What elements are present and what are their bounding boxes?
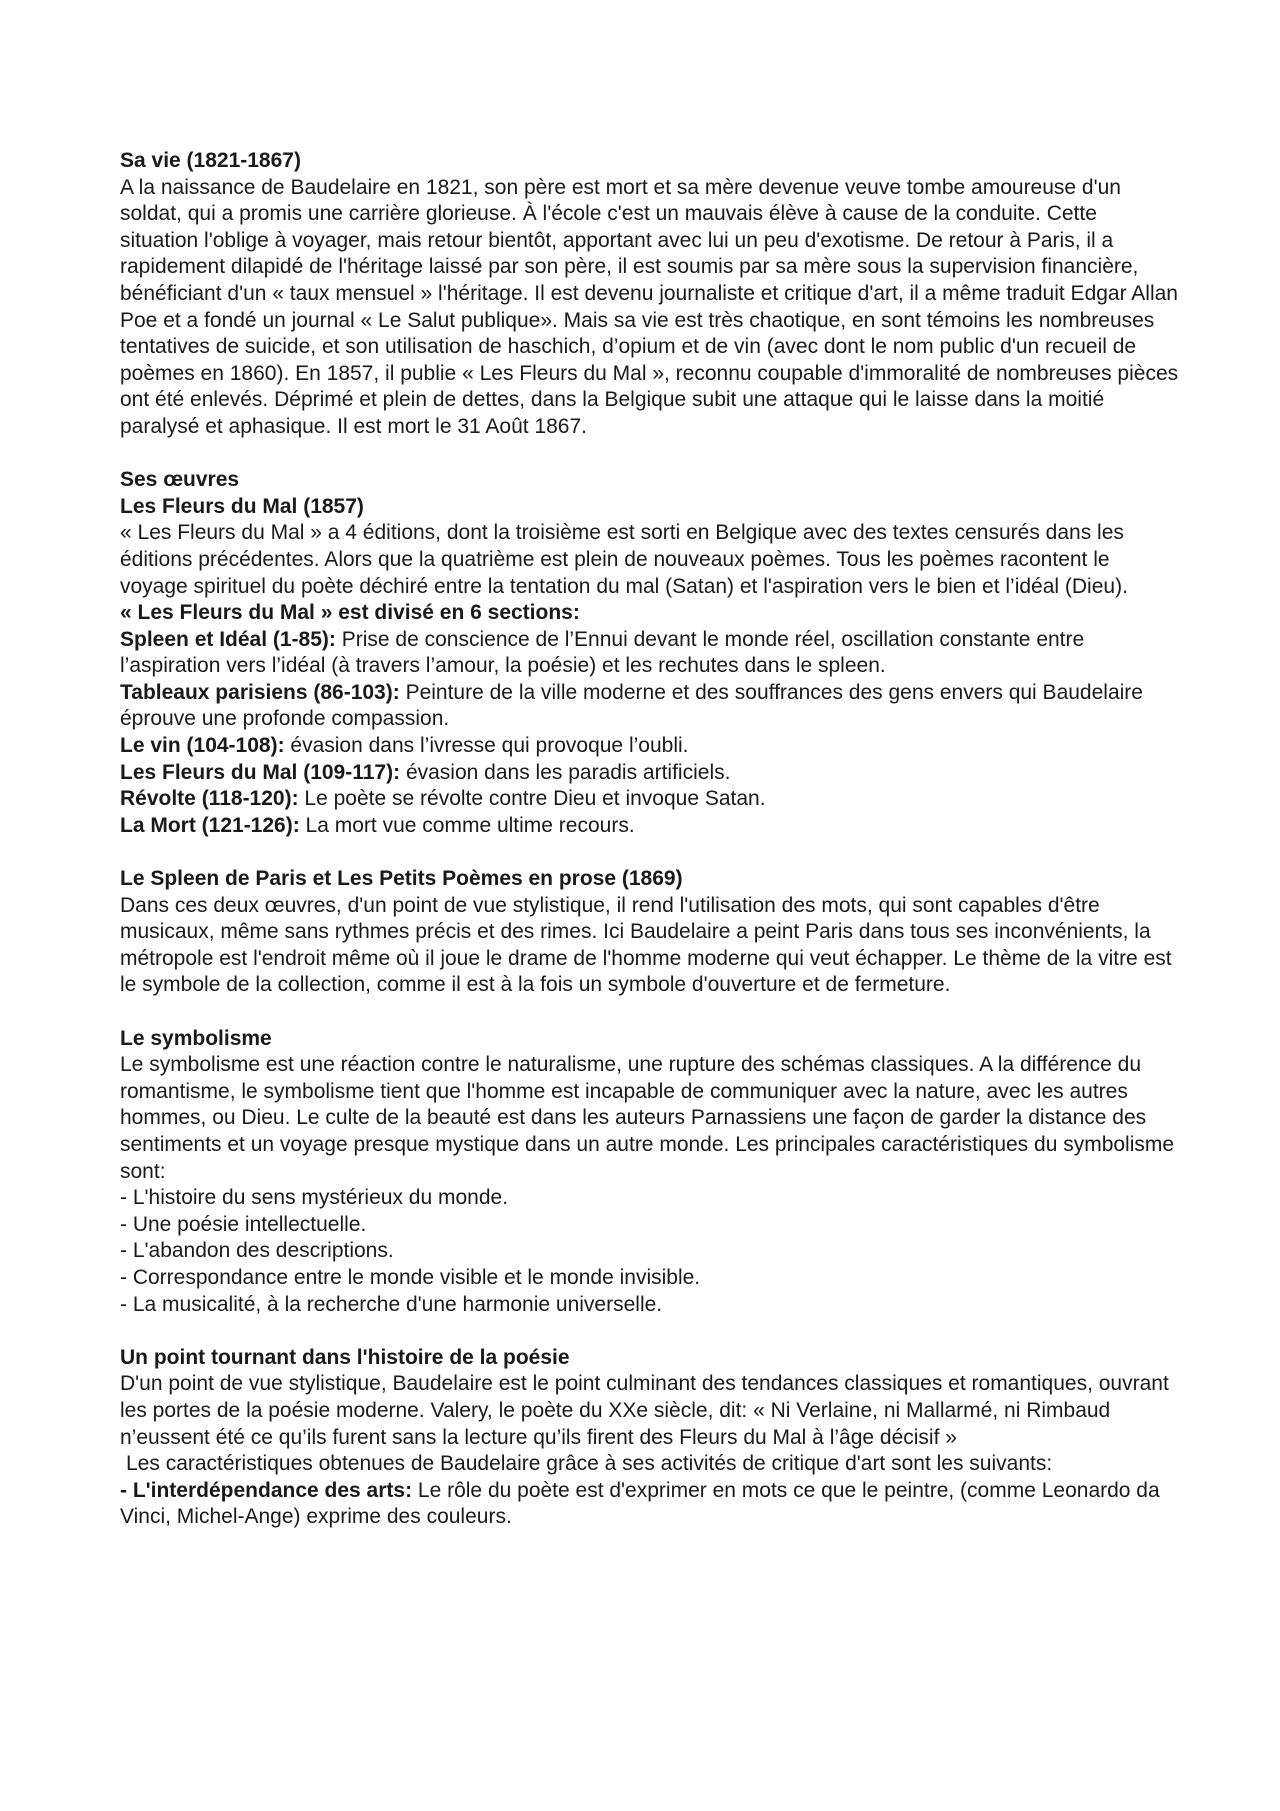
item-text: évasion dans l’ivresse qui provoque l’oubli. — [284, 734, 689, 758]
item-label: Révolte (118-120): — [120, 787, 299, 811]
paragraph-caracteristiques: Les caractéristiques obtenues de Baudelaire grâce à ses activités de critique d'art sont les suivants: — [126, 1452, 1053, 1476]
section-heading-oeuvres: Ses œuvres — [120, 468, 240, 492]
item-label: Tableaux parisiens (86-103): — [120, 680, 400, 704]
item-label: La Mort (121-126): — [120, 813, 300, 837]
list-item — [120, 760, 1180, 787]
item-label: Le vin (104-108): — [120, 734, 285, 758]
list-item: - L'histoire du sens mystérieux du monde. — [120, 1186, 509, 1210]
spacer — [120, 839, 1180, 866]
section-heading-vie: Sa vie (1821-1867) — [120, 149, 301, 172]
spacer — [120, 999, 1180, 1026]
paragraph-fleurs-du-mal: « Les Fleurs du Mal » a 4 éditions, dont la troisième est sorti en Belgique avec des textes censurés dans les éditions précédentes. Alors que la quatrième est plein de nouveaux poèmes. Tous les poèmes racontent le voyage spirituel du poète déchiré entre la tentation du mal (Satan) et l'aspiration vers le bien et l’idéal (Dieu). — [120, 521, 1128, 598]
paragraph-vie: A la naissance de Baudelaire en 1821, son père est mort et sa mère devenue veuve tombe amoureuse d'un soldat, qui a promis une carrière glorieuse. À l'école c'est un mauvais élève à cause de la conduite. Cette situation l'oblige à voyager, mais retour bientôt, apportant avec lui un peu d'exotisme. De retour à Paris, il a rapidement dilapidé de l'héritage laissé par son père, il est soumis par sa mère sous la supervision financière, bénéficiant d'un « taux mensuel » l'héritage. Il est devenu journaliste et critique d'art, il a même traduit Edgar Allan Poe et a fondé un journal « Le Salut publique». Mais sa vie est très chaotique, en sont témoins les nombreuses tentatives de suicide, et son utilisation de haschich, d’opium et de vin (avec dont le nom public d'un recueil de poèmes en 1860). En 1857, il publie « Les Fleurs du Mal », reconnu coupable d'immoralité de nombreuses pièces ont été enlevés. Déprimé et plein de dettes, dans la Belgique subit une attaque qui le laisse dans la moitié paralysé et aphasique. Il est mort le 31 Août 1867. — [120, 175, 1179, 438]
list-item — [120, 680, 1180, 733]
item-text: évasion dans les paradis artificiels. — [400, 760, 731, 784]
item-text: La mort vue comme ultime recours. — [299, 813, 635, 837]
item-text: Prise de conscience de l’Ennui devant le monde réel, oscillation constante entre l’aspiration vers l’idéal (à travers l’amour, la poésie) et les rechutes dans le spleen. — [120, 627, 1085, 678]
spacer — [120, 1318, 1180, 1345]
list-item: - Une poésie intellectuelle. — [120, 1212, 367, 1236]
section-heading-spleen: Le Spleen de Paris et Les Petits Poèmes en prose (1869) — [120, 867, 683, 891]
paragraph-symbolisme: Le symbolisme est une réaction contre le naturalisme, une rupture des schémas classiques. A la différence du romantisme, le symbolisme tient que l'homme est incapable de communiquer avec la nature, avec les autres hommes, ou Dieu. Le culte de la beauté est dans les auteurs Parnassiens une façon de garder la distance des sentiments et un voyage presque mystique dans un autre monde. Les principales caractéristiques du symbolisme sont: — [120, 1053, 1175, 1183]
paragraph-tournant: D'un point de vue stylistique, Baudelaire est le point culminant des tendances classiques et romantiques, ouvrant les portes de la poésie moderne. Valery, le poète du XXe siècle, dit: « Ni Verlaine, ni Mallarmé, ni Rimbaud n’eussent été ce qu’ils furent sans la lecture qu’ils firent des Fleurs du Mal à l’âge décisif » — [120, 1372, 1169, 1449]
list-item — [120, 1478, 1180, 1531]
item-label: Spleen et Idéal (1-85): — [120, 627, 336, 651]
section-heading-symbolisme: Le symbolisme — [120, 1026, 272, 1050]
list-item — [120, 733, 1180, 760]
item-label: - L'interdépendance des arts: — [120, 1478, 413, 1502]
item-text: Le poète se révolte contre Dieu et invoque Satan. — [298, 787, 766, 811]
list-item — [120, 627, 1180, 680]
list-item — [120, 786, 1180, 813]
sections-title: « Les Fleurs du Mal » est divisé en 6 sections: — [120, 601, 580, 625]
list-item: - La musicalité, à la recherche d'une harmonie universelle. — [120, 1292, 663, 1316]
item-text: Peinture de la ville moderne et des souffrances des gens envers qui Baudelaire éprouve une profonde compassion. — [120, 680, 1143, 731]
spacer — [120, 441, 1180, 468]
subheading-fleurs-du-mal: Les Fleurs du Mal (1857) — [120, 494, 364, 518]
list-item: - L'abandon des descriptions. — [120, 1239, 394, 1263]
paragraph-spleen: Dans ces deux œuvres, d'un point de vue stylistique, il rend l'utilisation des mots, qui sont capables d'être musicaux, même sans rythmes précis et des rimes. Ici Baudelaire a peint Paris dans tous ses inconvénients, la métropole est l'endroit même où il joue le drame de l'homme moderne qui veut échapper. Le thème de la vitre est le symbole de la collection, comme il est à la fois un symbole d'ouverture et de fermeture. — [120, 893, 1172, 997]
list-item — [120, 813, 1180, 840]
list-item: - Correspondance entre le monde visible et le monde invisible. — [120, 1265, 701, 1289]
document-page — [120, 148, 1180, 1531]
item-label: Les Fleurs du Mal (109-117): — [120, 760, 401, 784]
item-text: Le rôle du poète est d'exprimer en mots ce que le peintre, (comme Leonardo da Vinci, Michel-Ange) exprime des couleurs. — [120, 1478, 1160, 1529]
section-heading-tournant: Un point tournant dans l'histoire de la poésie — [120, 1345, 570, 1369]
